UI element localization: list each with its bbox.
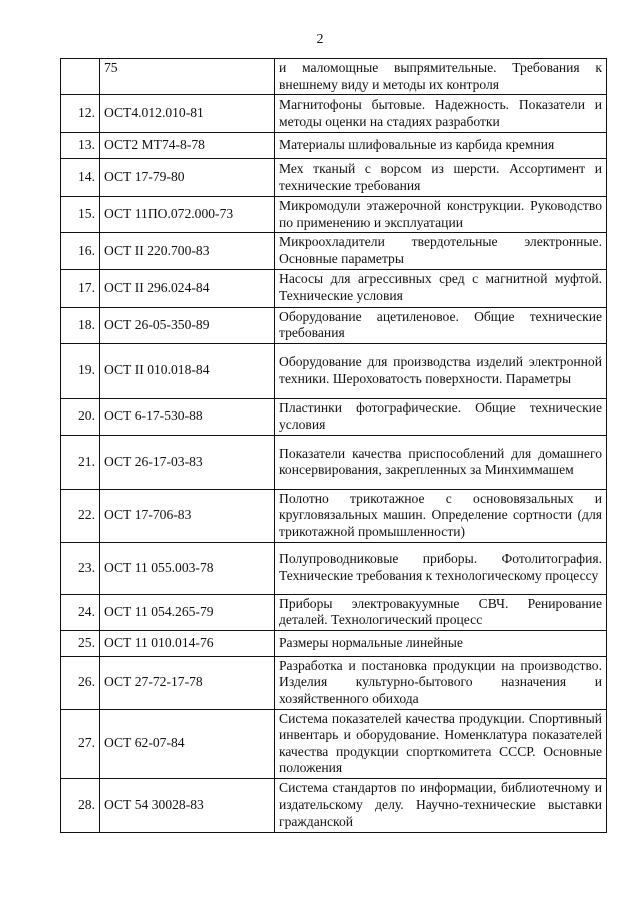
standard-title: Микроохладители твердотельные электронные. Основные параметры [275,233,607,269]
standard-code: ОСТ 26-17-03-83 [100,435,275,489]
table-row [61,95,607,133]
table-row [61,709,607,778]
standard-code: ОСТ 11 054.265-79 [100,594,275,630]
row-number: 13. [61,133,100,159]
page-number: 2 [316,32,324,47]
table-row [61,778,607,832]
table-row [61,489,607,542]
standard-code: ОСТ II 296.024-84 [100,269,275,307]
row-number [61,59,100,95]
table-row [61,269,607,307]
standard-code: 75 [100,59,275,95]
standard-code: ОСТ 17-79-80 [100,159,275,197]
standard-code: ОСТ II 010.018-84 [100,343,275,398]
standard-title: Материалы шлифовальные из карбида кремния [275,133,607,159]
row-number: 25. [61,630,100,656]
standard-code: ОСТ 17-706-83 [100,489,275,542]
table-row [61,307,607,343]
row-number: 12. [61,95,100,133]
standard-code: ОСТ 62-07-84 [100,709,275,778]
table-row [61,133,607,159]
row-number: 28. [61,778,100,832]
table-row [61,59,607,95]
standard-code: ОСТ 6-17-530-88 [100,398,275,435]
row-number: 19. [61,343,100,398]
row-number: 14. [61,159,100,197]
standard-title: Полотно трикотажное с основовязальных и кругловязальных машин. Определение сортности (для трикотажной промышленности) [275,489,607,542]
table-row [61,159,607,197]
standard-title: Полупроводниковые приборы. Фотолитография. Технические требования к технологическому процессу [275,542,607,594]
row-number: 18. [61,307,100,343]
standard-code: ОСТ II 220.700-83 [100,233,275,269]
table-row [61,656,607,709]
table-row [61,398,607,435]
standard-title: и маломощные выпрямительные. Требования к внешнему виду и методы их контроля [275,59,607,95]
standard-title: Показатели качества приспособлений для домашнего консервирования, закрепленных за Минхиммашем [275,435,607,489]
standard-code: ОСТ2 МТ74-8-78 [100,133,275,159]
table-row [61,630,607,656]
row-number: 20. [61,398,100,435]
standard-code: ОСТ 27-72-17-78 [100,656,275,709]
row-number: 15. [61,197,100,233]
row-number: 17. [61,269,100,307]
standard-title: Насосы для агрессивных сред с магнитной муфтой. Технические условия [275,269,607,307]
standard-title: Пластинки фотографические. Общие технические условия [275,398,607,435]
standard-title: Система стандартов по информации, библиотечному и издательскому делу. Научно-технические выставки гражданской [275,778,607,832]
table-row [61,343,607,398]
standard-title: Оборудование для производства изделий электронной техники. Шероховатость поверхности. Параметры [275,343,607,398]
row-number: 27. [61,709,100,778]
standard-title: Мех тканый с ворсом из шерсти. Ассортимент и технические требования [275,159,607,197]
standard-title: Размеры нормальные линейные [275,630,607,656]
standard-title: Оборудование ацетиленовое. Общие технические требования [275,307,607,343]
row-number: 26. [61,656,100,709]
table-row [61,197,607,233]
row-number: 24. [61,594,100,630]
standard-code: ОСТ 54 30028-83 [100,778,275,832]
table-row [61,435,607,489]
standard-title: Разработка и постановка продукции на производство. Изделия культурно-бытового назначения и хозяйственного обихода [275,656,607,709]
standard-title: Приборы электровакуумные СВЧ. Ренирование деталей. Технологический процесс [275,594,607,630]
standard-code: ОСТ 11ПО.072.000-73 [100,197,275,233]
table-row [61,594,607,630]
standard-code: ОСТ 26-05-350-89 [100,307,275,343]
row-number: 23. [61,542,100,594]
standards-table [60,58,607,833]
table-row [61,233,607,269]
standard-code: ОСТ 11 055.003-78 [100,542,275,594]
standard-title: Система показателей качества продукции. Спортивный инвентарь и оборудование. Номенклатура показателей качества продукции спорткомитета СССР. Основные положения [275,709,607,778]
table-row [61,542,607,594]
standard-code: ОСТ4.012.010-81 [100,95,275,133]
row-number: 21. [61,435,100,489]
row-number: 22. [61,489,100,542]
row-number: 16. [61,233,100,269]
standard-title: Магнитофоны бытовые. Надежность. Показатели и методы оценки на стадиях разработки [275,95,607,133]
standard-code: ОСТ 11 010.014-76 [100,630,275,656]
standard-title: Микромодули этажерочной конструкции. Руководство по применению и эксплуатации [275,197,607,233]
